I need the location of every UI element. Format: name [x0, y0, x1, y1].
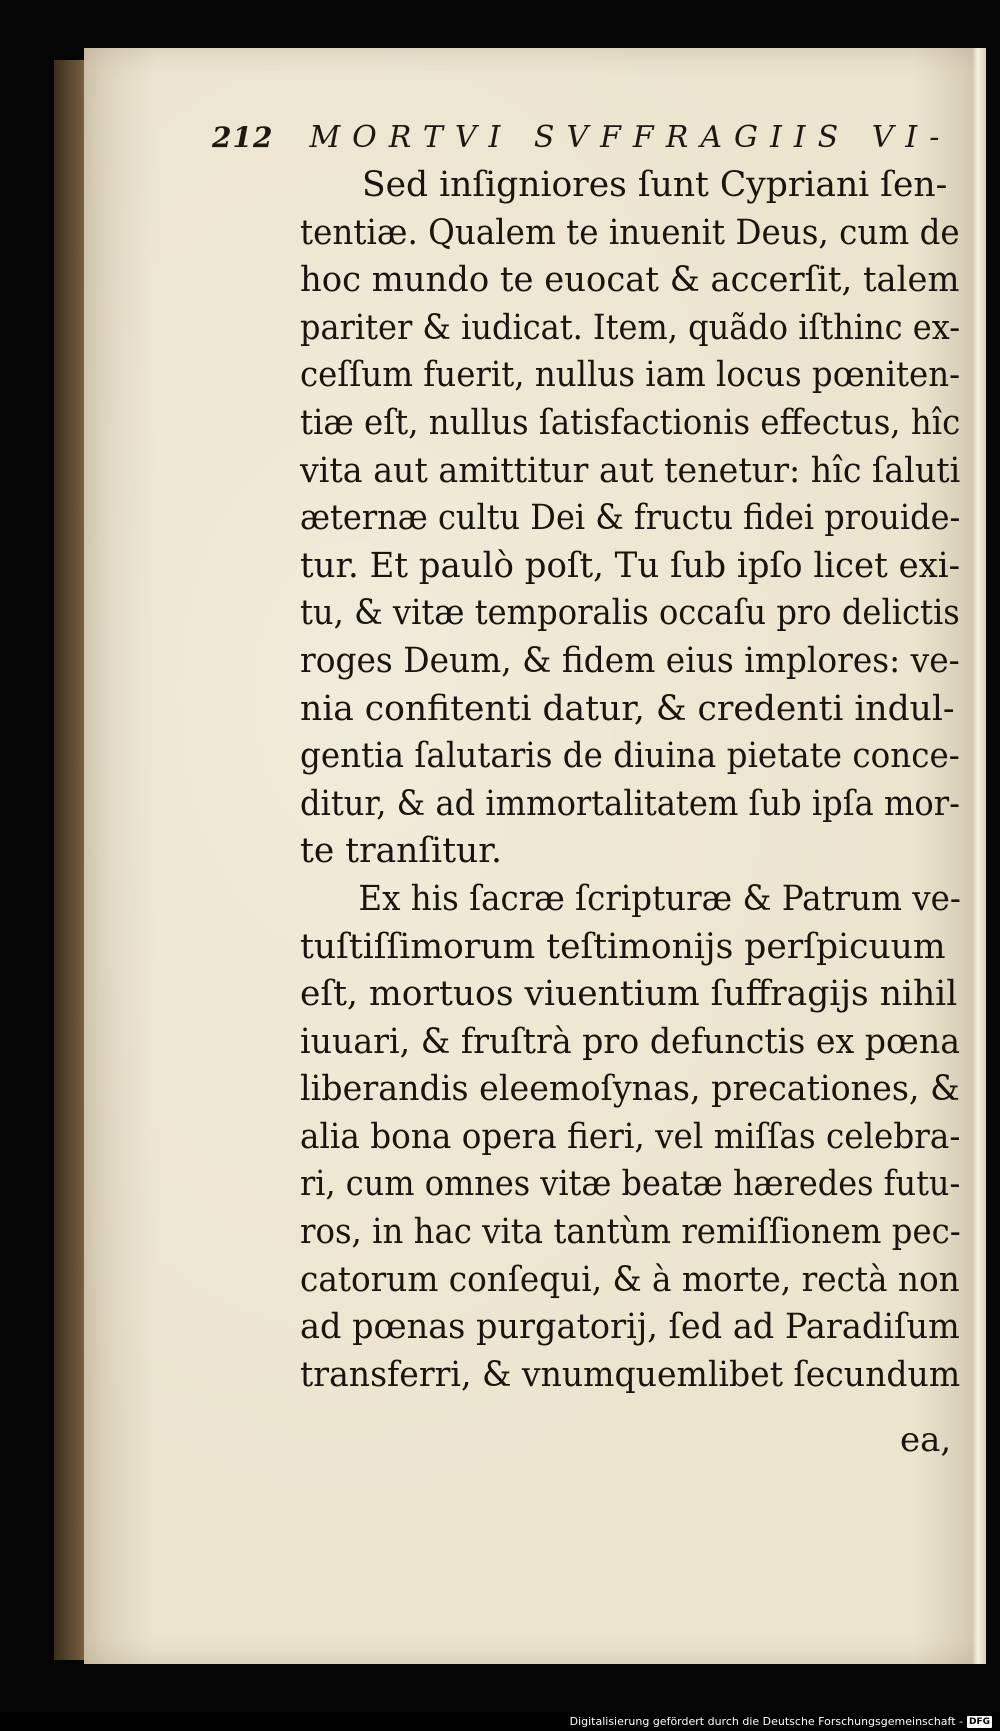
text-line: ri, cum omnes vitæ beatæ hæredes futu- [300, 1164, 961, 1205]
paragraph-first-line: Ex his ſacræ ſcripturæ & Patrum ve- [358, 878, 961, 919]
text-line: vita aut amittitur aut tenetur: hîc ſaluti [300, 450, 961, 491]
text-line: ditur, & ad immortalitatem ſub ipſa mor- [300, 783, 960, 824]
catchword: ea, [900, 1420, 952, 1460]
text-line: nia confitenti datur, & credenti indul- [300, 688, 955, 729]
text-line: tentiæ. Qualem te inuenit Deus, cum de [300, 212, 960, 253]
digitization-footer [0, 1712, 1000, 1731]
text-line: pariter & iudicat. Item, quãdo iſthinc ex- [300, 307, 961, 348]
page-edge [972, 48, 986, 1664]
text-line: alia bona opera fieri, vel miſſas celebra- [300, 1116, 961, 1157]
running-title: MORTVI SVFFRAGIIS VI- [309, 120, 952, 155]
dfg-logo: DFG [968, 1716, 990, 1727]
text-line: æternæ cultu Dei & fructu fidei prouide- [300, 498, 961, 539]
footer-credit: Digitalisierung gefördert durch die Deutsche Forschungsgemeinschaft - [569, 1715, 963, 1728]
text-line: te tranſitur. [300, 831, 502, 872]
text-line: ad pœnas purgatorij, ſed ad Paradiſum [300, 1307, 960, 1348]
text-line: ceſſum fuerit, nullus iam locus pœniten- [300, 355, 961, 396]
text-line: tur. Et paulò poſt, Tu ſub ipſo licet exi- [300, 545, 961, 586]
text-line: tuſtiſſimorum teſtimonijs perſpicuum [300, 926, 946, 967]
text-line: tiæ eſt, nullus ſatisfactionis effectus, hîc [300, 402, 961, 443]
text-line: tu, & vitæ temporalis occaſu pro delictis [300, 593, 960, 634]
text-line: eſt, mortuos viuentium ſuffragijs nihil [300, 974, 958, 1015]
text-line: ros, in hac vita tantùm remiſſionem pec- [300, 1212, 961, 1253]
text-line: hoc mundo te euocat & accerſit, talem [300, 260, 960, 301]
text-line: catorum conſequi, & à morte, rectà non [300, 1259, 960, 1300]
text-line: transferri, & vnumquemlibet ſecundum [300, 1354, 961, 1395]
text-line: liberandis eleemoſynas, precationes, & [300, 1069, 960, 1110]
text-line: gentia ſalutaris de diuina pietate conce- [300, 736, 960, 777]
running-head [212, 120, 972, 160]
body-text [300, 162, 960, 1399]
paragraph-first-line: Sed inſigniores ſunt Cypriani ſen- [362, 165, 948, 205]
text-line: roges Deum, & fidem eius implores: ve- [300, 640, 960, 681]
text-line: iuuari, & fruſtrà pro defunctis ex pœna [300, 1021, 960, 1062]
page-number: 212 [212, 121, 274, 154]
